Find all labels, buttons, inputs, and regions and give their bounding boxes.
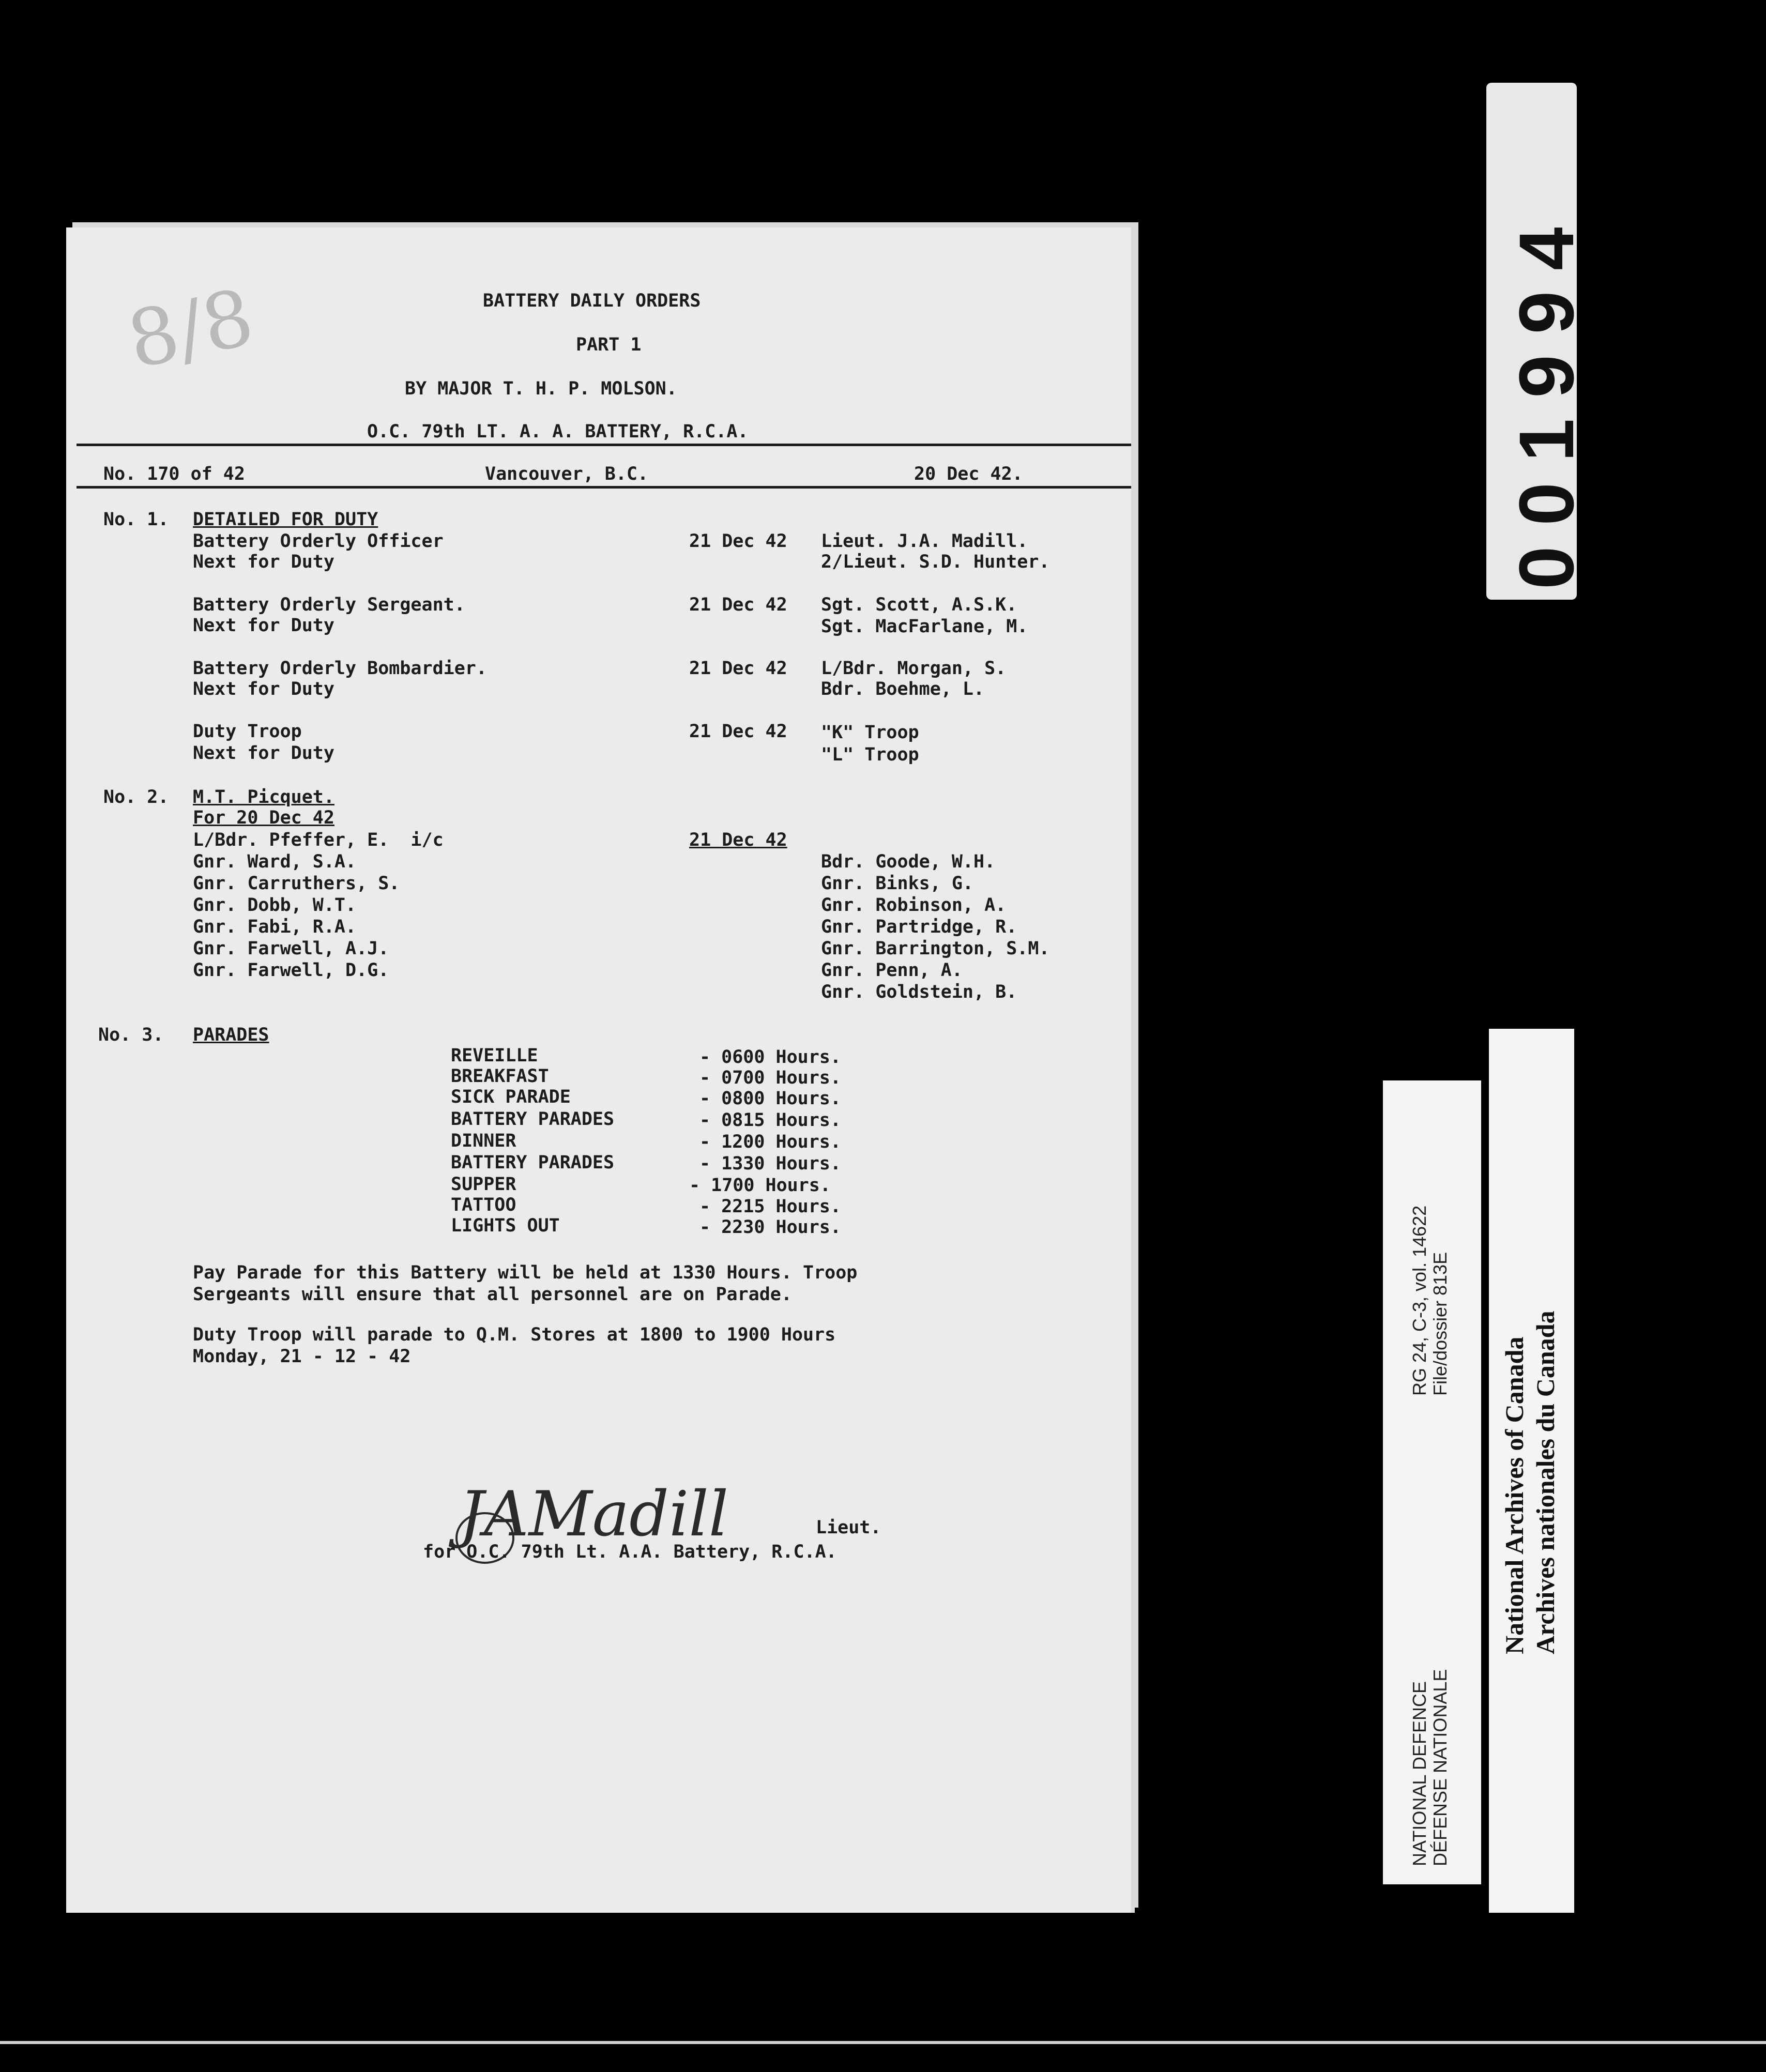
- parade-event: REVEILLE: [451, 1045, 538, 1066]
- document-part: PART 1: [576, 334, 642, 355]
- pay-parade-note: Sergeants will ensure that all personnel are on Parade.: [193, 1284, 792, 1305]
- duty-troop-note: Duty Troop will parade to Q.M. Stores at 1800 to 1900 Hours: [193, 1324, 836, 1345]
- picquet-date: 21 Dec 42: [689, 830, 787, 850]
- unit-line: O.C. 79th LT. A. A. BATTERY, R.C.A.: [367, 421, 749, 442]
- picquet-right-name: Gnr. Partridge, R.: [821, 917, 1017, 937]
- duty-next: Next for Duty: [193, 679, 334, 699]
- picquet-left-name: L/Bdr. Pfeffer, E. i/c: [193, 830, 444, 850]
- parade-time: - 0815 Hours.: [699, 1110, 841, 1131]
- section-number: No. 3.: [98, 1025, 164, 1045]
- picquet-left-name: Gnr. Dobb, W.T.: [193, 895, 357, 916]
- signature-loop: [449, 1510, 521, 1572]
- order-date: 20 Dec 42.: [914, 464, 1023, 484]
- duty-name: Sgt. Scott, A.S.K.: [821, 595, 1017, 615]
- duty-next-name: Sgt. MacFarlane, M.: [821, 616, 1028, 637]
- signature: JAMadill: [459, 1479, 729, 1550]
- signature-for-line: for O.C. 79th Lt. A.A. Battery, R.C.A.: [423, 1542, 837, 1562]
- section-heading: PARADES: [193, 1025, 269, 1045]
- signature-rank: Lieut.: [816, 1517, 881, 1538]
- pay-parade-note: Pay Parade for this Battery will be held at 1330 Hours. Troop: [193, 1262, 858, 1283]
- duty-date: 21 Dec 42: [689, 531, 787, 552]
- duty-troop-note: Monday, 21 - 12 - 42: [193, 1346, 411, 1367]
- duty-role: Battery Orderly Sergeant.: [193, 595, 465, 615]
- picquet-right-name: Gnr. Goldstein, B.: [821, 982, 1017, 1002]
- parade-event: SICK PARADE: [451, 1087, 571, 1107]
- picquet-left-name: Gnr. Farwell, D.G.: [193, 960, 389, 981]
- parade-event: BATTERY PARADES: [451, 1152, 615, 1173]
- parade-event: BREAKFAST: [451, 1066, 549, 1087]
- archive-dept-line: DÉFENSE NATIONALE: [1429, 1669, 1451, 1866]
- order-place: Vancouver, B.C.: [485, 464, 649, 484]
- parade-time: - 1200 Hours.: [699, 1132, 841, 1152]
- duty-name: L/Bdr. Morgan, S.: [821, 658, 1007, 679]
- issuer-line: BY MAJOR T. H. P. MOLSON.: [405, 378, 677, 399]
- parade-time: - 0800 Hours.: [699, 1088, 841, 1109]
- section-number: No. 2.: [103, 787, 169, 808]
- archive-name-label: [1489, 1029, 1574, 1913]
- picquet-left-name: Gnr. Farwell, A.J.: [193, 938, 389, 959]
- duty-name: "K" Troop: [821, 722, 919, 743]
- duty-role: Duty Troop: [193, 721, 302, 742]
- duty-next-name: Bdr. Boehme, L.: [821, 679, 985, 699]
- parade-event: TATTOO: [451, 1195, 516, 1215]
- section-heading: M.T. Picquet.: [193, 787, 334, 808]
- parade-event: BATTERY PARADES: [451, 1109, 615, 1130]
- parade-event: LIGHTS OUT: [451, 1215, 560, 1236]
- duty-next-name: 2/Lieut. S.D. Hunter.: [821, 552, 1050, 572]
- duty-date: 21 Dec 42: [689, 658, 787, 679]
- picquet-right-name: Bdr. Goode, W.H.: [821, 851, 996, 872]
- archive-name-en: National Archives of Canada: [1500, 1336, 1529, 1654]
- order-number: No. 170 of 42: [103, 464, 245, 484]
- parade-time: - 2215 Hours.: [699, 1196, 841, 1217]
- parade-time: - 0700 Hours.: [699, 1068, 841, 1088]
- document-page: [66, 227, 1131, 1913]
- archive-dept-line: NATIONAL DEFENCE: [1409, 1681, 1430, 1866]
- frame-number-strip: [1486, 83, 1590, 600]
- parade-time: - 2230 Hours.: [699, 1217, 841, 1238]
- parade-time: - 1700 Hours.: [689, 1175, 831, 1196]
- document-title: BATTERY DAILY ORDERS: [483, 291, 701, 311]
- section-number: No. 1.: [103, 509, 169, 530]
- picquet-right-name: Gnr. Binks, G.: [821, 873, 974, 894]
- duty-date: 21 Dec 42: [689, 721, 787, 742]
- parade-time: - 1330 Hours.: [699, 1153, 841, 1174]
- parade-event: DINNER: [451, 1131, 516, 1151]
- header-rule-top: [77, 444, 1131, 446]
- picquet-right-name: Gnr. Robinson, A.: [821, 895, 1007, 916]
- duty-next: Next for Duty: [193, 615, 334, 636]
- picquet-right-name: Gnr. Penn, A.: [821, 960, 963, 981]
- archive-reference-label: [1383, 1080, 1481, 1884]
- parade-time: - 0600 Hours.: [699, 1047, 841, 1068]
- duty-next: Next for Duty: [193, 743, 334, 764]
- section-heading: DETAILED FOR DUTY: [193, 509, 378, 530]
- archive-ref-line: File/dossier 813E: [1429, 1252, 1451, 1396]
- margin-note: 8/8: [120, 272, 261, 387]
- archive-ref-line: RG 24, C-3, vol. 14622: [1409, 1205, 1430, 1396]
- picquet-right-name: Gnr. Barrington, S.M.: [821, 938, 1050, 959]
- duty-role: Battery Orderly Bombardier.: [193, 658, 487, 679]
- header-rule-bottom: [77, 486, 1131, 489]
- picquet-left-name: Gnr. Fabi, R.A.: [193, 917, 357, 937]
- picquet-left-name: Gnr. Ward, S.A.: [193, 851, 357, 872]
- frame-number: 001994: [1503, 206, 1590, 589]
- bottom-divider: [0, 2041, 1766, 2044]
- duty-role: Battery Orderly Officer: [193, 531, 444, 552]
- duty-next: Next for Duty: [193, 552, 334, 572]
- section-subheading: For 20 Dec 42: [193, 808, 334, 828]
- archive-name-fr: Archives nationales du Canada: [1531, 1311, 1560, 1654]
- duty-name: Lieut. J.A. Madill.: [821, 531, 1028, 552]
- duty-next-name: "L" Troop: [821, 744, 919, 765]
- picquet-left-name: Gnr. Carruthers, S.: [193, 873, 400, 894]
- parade-event: SUPPER: [451, 1174, 516, 1195]
- duty-date: 21 Dec 42: [689, 595, 787, 615]
